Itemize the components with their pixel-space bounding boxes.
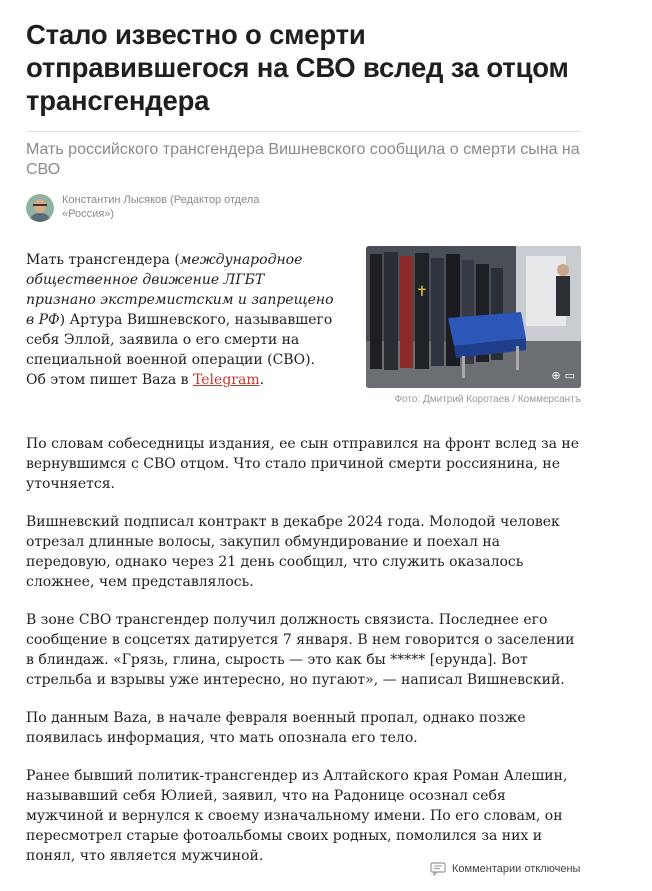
- svg-text:✝: ✝: [416, 284, 428, 300]
- photo-caption: Фото: Дмитрий Коротаев / Коммерсантъ: [394, 394, 581, 405]
- paragraph-2: По словам собеседницы издания, ее сын отправился на фронт вслед за не вернувшимся с СВО отцом. Что стало причиной смерти россиянина, не уточняется.: [26, 436, 579, 492]
- first-paragraph: [26, 250, 336, 390]
- paragraph-6: Ранее бывший политик-трансгендер из Алтайского края Роман Алешин, называвший себя Юлией, заявил, что на Радонице осознал себя мужчиной и вернулся к своему изначальному имени. По его словам, он пересмотрел старые фотоальбомы своих родных, помолился за них и понял, что является мужчиной.: [26, 768, 568, 864]
- first-paragraph-block: [26, 250, 582, 410]
- comments-status: [430, 862, 580, 876]
- comments-status-label: Комментарии отключены: [452, 863, 581, 875]
- first-paragraph-text-3: .: [259, 372, 265, 388]
- article-figure: [366, 246, 581, 406]
- article: [26, 0, 582, 866]
- article-photo[interactable]: [366, 246, 581, 388]
- article-title: Стало известно о смерти отправившегося на СВО вслед за отцом трансгендера: [26, 19, 569, 116]
- author-avatar[interactable]: [26, 194, 54, 222]
- paragraph-4: В зоне СВО трансгендер получил должность связиста. Последнее его сообщение в соцсетях датируется 7 января. В нем говорится о заселении в блиндаж. «Грязь, глина, сырость — это как бы ***** [ерунда]. Вот стрельба и взрывы уже интересно, но пугают», — написал Вишневский.: [26, 612, 575, 688]
- paragraph-3: Вишневский подписал контракт в декабре 2024 года. Молодой человек отрезал длинные волосы, закупил обмундирование и поехал на передовую, однако через 21 день сообщил, что служить оказалось сложнее, чем представлялось.: [26, 514, 560, 590]
- first-paragraph-text-1: Мать трансгендера (: [26, 252, 180, 268]
- photo-controls[interactable]: [551, 370, 575, 382]
- comments-off-icon: [430, 862, 446, 876]
- disclaimer-italic: международное общественное движение ЛГБТ признано экстремистским и запрещено в РФ: [26, 252, 334, 328]
- author-block[interactable]: [26, 193, 582, 222]
- zoom-icon[interactable]: ⊕: [551, 369, 561, 382]
- comment-icon[interactable]: ▭: [564, 369, 575, 382]
- article-lead: Мать российского трансгендера Вишневского сообщила о смерти сына на СВО: [26, 141, 580, 178]
- telegram-link[interactable]: Telegram: [193, 372, 260, 388]
- author-name[interactable]: Константин Лысяков (Редактор отдела «Россия»): [62, 194, 260, 220]
- first-paragraph-text-2: ) Артура Вишневского, называвшего себя Эллой, заявила о его смерти на специальной военной операции (СВО). Об этом пишет Baza в: [26, 312, 333, 388]
- paragraph-5: По данным Baza, в начале февраля военный пропал, однако позже появилась информация, что мать опознала его тело.: [26, 710, 526, 746]
- title-divider: [26, 131, 582, 132]
